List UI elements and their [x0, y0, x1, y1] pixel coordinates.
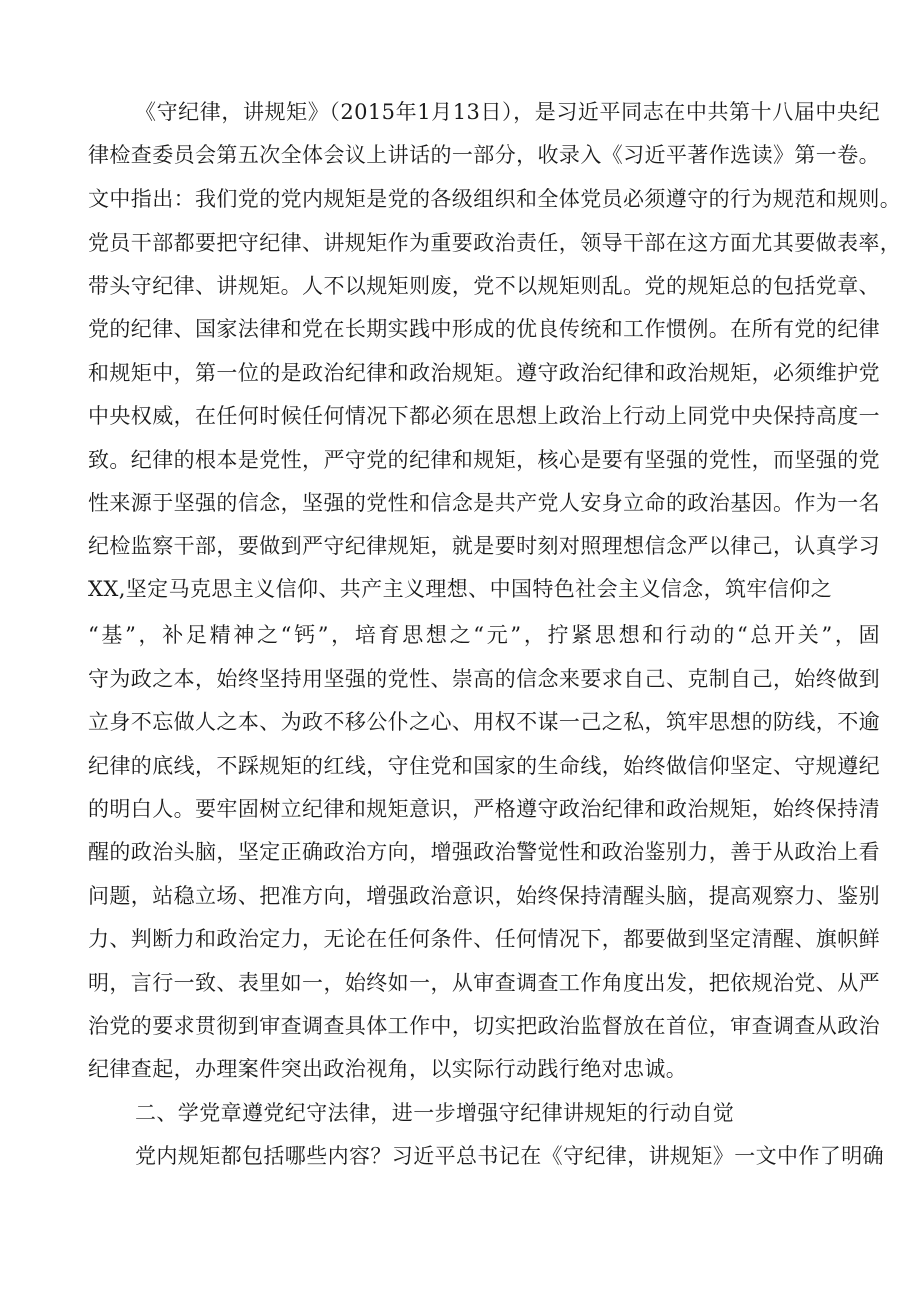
body-text-line: 性来源于坚强的信念，坚强的党性和信念是共产党人安身立命的政治基因。作为一名 — [88, 491, 880, 515]
body-text-line: 纪律查起，办理案件突出政治视角，以实际行动践行绝对忠诚。 — [88, 1057, 688, 1081]
body-text-line: 《守纪律，讲规矩》（2015年1月13日），是习近平同志在中共第十八届中央纪 — [135, 100, 880, 124]
body-text-line: 立身不忘做人之本、为政不移公仆之心、用权不谋一己之私，筑牢思想的防线，不逾 — [88, 710, 880, 734]
body-text-line: 守为政之本，始终坚持用坚强的党性、崇高的信念来要求自己、克制自己，始终做到 — [88, 667, 880, 691]
body-text-line: 治党的要求贯彻到审查调查具体工作中，切实把政治监督放在首位，审查调查从政治 — [88, 1014, 880, 1038]
body-text-line: 党的纪律、国家法律和党在长期实践中形成的优良传统和工作惯例。在所有党的纪律 — [88, 317, 880, 341]
body-text-line: 致。纪律的根本是党性，严守党的纪律和规矩，核心是要有坚强的党性，而坚强的党 — [88, 448, 880, 472]
body-text-line: 纪律的底线，不踩规矩的红线，守住党和国家的生命线，始终做信仰坚定、守规遵纪 — [88, 754, 880, 778]
body-text-line: 明，言行一致、表里如一，始终如一，从审查调查工作角度出发，把依规治党、从严 — [88, 971, 880, 995]
body-text-line: XX,坚定马克思主义信仰、共产主义理想、中国特色社会主义信念，筑牢信仰之 — [88, 577, 832, 601]
body-text-line: 力、判断力和政治定力，无论在任何条件、任何情况下，都要做到坚定清醒、旗帜鲜 — [88, 927, 880, 951]
body-text-line: 的明白人。要牢固树立纪律和规矩意识，严格遵守政治纪律和政治规矩，始终保持清 — [88, 797, 880, 821]
section-heading: 二、学党章遵党纪守法律，进一步增强守纪律讲规矩的行动自觉 — [135, 1101, 735, 1125]
body-text-line: 律检查委员会第五次全体会议上讲话的一部分，收录入《习近平著作选读》第一卷。 — [88, 143, 880, 167]
body-text-line: 和规矩中，第一位的是政治纪律和政治规矩。遵守政治纪律和政治规矩，必须维护党 — [88, 361, 880, 385]
body-text-line: 党内规矩都包括哪些内容？习近平总书记在《守纪律，讲规矩》一文中作了明确 — [135, 1144, 884, 1168]
body-text-line: “基”，补足精神之“钙”，培育思想之“元”，拧紧思想和行动的“总开关”，固 — [88, 623, 880, 647]
body-text-line: 醒的政治头脑，坚定正确政治方向，增强政治警觉性和政治鉴别力，善于从政治上看 — [88, 840, 880, 864]
body-text-line: 纪检监察干部，要做到严守纪律规矩，就是要时刻对照理想信念严以律己，认真学习 — [88, 534, 880, 558]
body-text-line: 文中指出：我们党的党内规矩是党的各级组织和全体党员必须遵守的行为规范和规则。 — [88, 187, 902, 211]
body-text-line: 党员干部都要把守纪律、讲规矩作为重要政治责任，领导干部在这方面尤其要做表率， — [88, 231, 902, 255]
body-text-line: 问题，站稳立场、把准方向，增强政治意识，始终保持清醒头脑，提高观察力、鉴别 — [88, 884, 880, 908]
body-text-line: 中央权威，在任何时候任何情况下都必须在思想上政治上行动上同党中央保持高度一 — [88, 404, 880, 428]
body-text-line: 带头守纪律、讲规矩。人不以规矩则废，党不以规矩则乱。党的规矩总的包括党章、 — [88, 274, 880, 298]
